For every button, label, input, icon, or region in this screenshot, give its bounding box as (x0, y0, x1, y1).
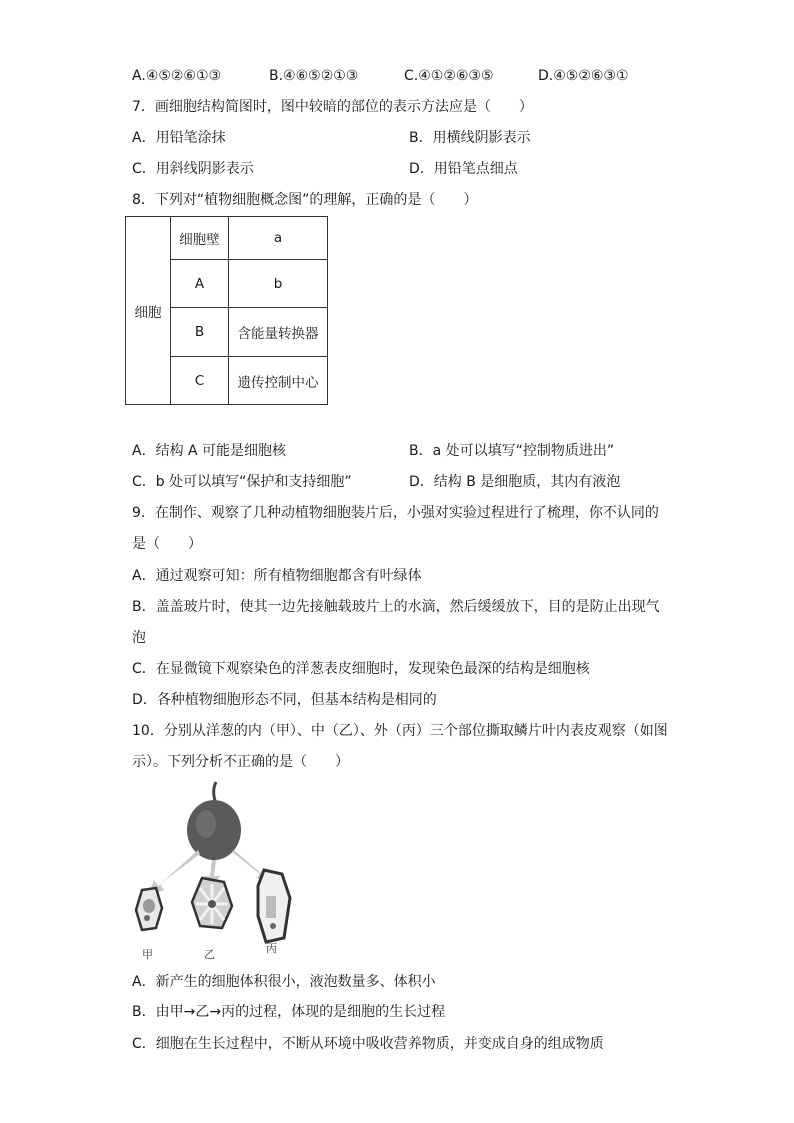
concept-part-cell: 细胞壁 (171, 217, 229, 260)
concept-desc-cell: 遗传控制中心 (229, 357, 328, 405)
concept-desc-cell: b (229, 260, 328, 308)
concept-part-cell: B (171, 308, 229, 357)
q10-option-c: C．细胞在生长过程中，不断从环境中吸收营养物质，并变成自身的组成物质 (132, 1036, 604, 1052)
q7-stem: 7．画细胞结构简图时，图中较暗的部位的表示方法应是（ ） (132, 99, 533, 115)
q8-option-d: D．结构 B 是细胞质，其内有液泡 (409, 474, 621, 490)
q9-option-b-line1: B．盖盖玻片时，使其一边先接触载玻片上的水滴，然后缓缓放下，目的是防止出现气 (132, 599, 660, 615)
q10-stem-line1: 10．分别从洋葱的内（甲）、中（乙）、外（丙）三个部位撕取鳞片叶内表皮观察（如图 (132, 723, 668, 739)
q7-option-d: D．用铅笔点细点 (409, 161, 518, 177)
q8-option-a: A．结构 A 可能是细胞核 (132, 443, 287, 459)
q7-option-c: C．用斜线阴影表示 (132, 161, 254, 177)
q6-option-b: B.④⑥⑤②①③ (269, 68, 359, 84)
figure-label-jia: 甲 (142, 948, 153, 961)
q6-option-a: A.④⑤②⑥①③ (132, 68, 222, 84)
concept-desc-cell: 含能量转换器 (229, 308, 328, 357)
q7-option-b: B．用横线阴影表示 (409, 130, 531, 146)
figure-label-bing: 丙 (266, 942, 277, 955)
concept-root-cell: 细胞 (126, 217, 171, 405)
q7-option-a: A．用铅笔涂抹 (132, 130, 226, 146)
onion-cells-figure (128, 778, 298, 963)
q9-stem-line2: 是（ ） (132, 536, 202, 552)
concept-part-cell: A (171, 260, 229, 308)
q9-option-a: A．通过观察可知：所有植物细胞都含有叶绿体 (132, 568, 422, 584)
q10-stem-line2: 示）。下列分析不正确的是（ ） (132, 754, 349, 770)
q9-stem-line1: 9．在制作、观察了几种动植物细胞装片后，小强对实验过程进行了梳理，你不认同的 (132, 505, 659, 521)
cell-bing-image (258, 870, 290, 942)
q6-option-d: D.④⑤②⑥③① (538, 68, 629, 84)
concept-desc-cell: a (229, 217, 328, 260)
concept-part-cell: C (171, 357, 229, 405)
figure-label-yi: 乙 (204, 948, 215, 961)
q9-option-d: D．各种植物细胞形态不同，但基本结构是相同的 (132, 692, 437, 708)
q10-option-b: B．由甲→乙→丙的过程，体现的是细胞的生长过程 (132, 1004, 446, 1020)
concept-map-table (125, 216, 328, 405)
q9-option-b-line2: 泡 (132, 630, 146, 646)
cell-yi-image (192, 878, 232, 928)
q8-stem: 8．下列对“植物细胞概念图”的理解，正确的是（ ） (132, 192, 478, 208)
q8-option-c: C．b 处可以填写“保护和支持细胞” (132, 474, 352, 490)
q6-option-c: C.④①②⑥③⑤ (404, 68, 494, 84)
q10-option-a: A．新产生的细胞体积很小，液泡数量多、体积小 (132, 974, 436, 990)
cell-jia-image (136, 888, 162, 930)
q8-option-b: B．a 处可以填写“控制物质进出” (409, 443, 615, 459)
q9-option-c: C．在显微镜下观察染色的洋葱表皮细胞时，发现染色最深的结构是细胞核 (132, 661, 590, 677)
